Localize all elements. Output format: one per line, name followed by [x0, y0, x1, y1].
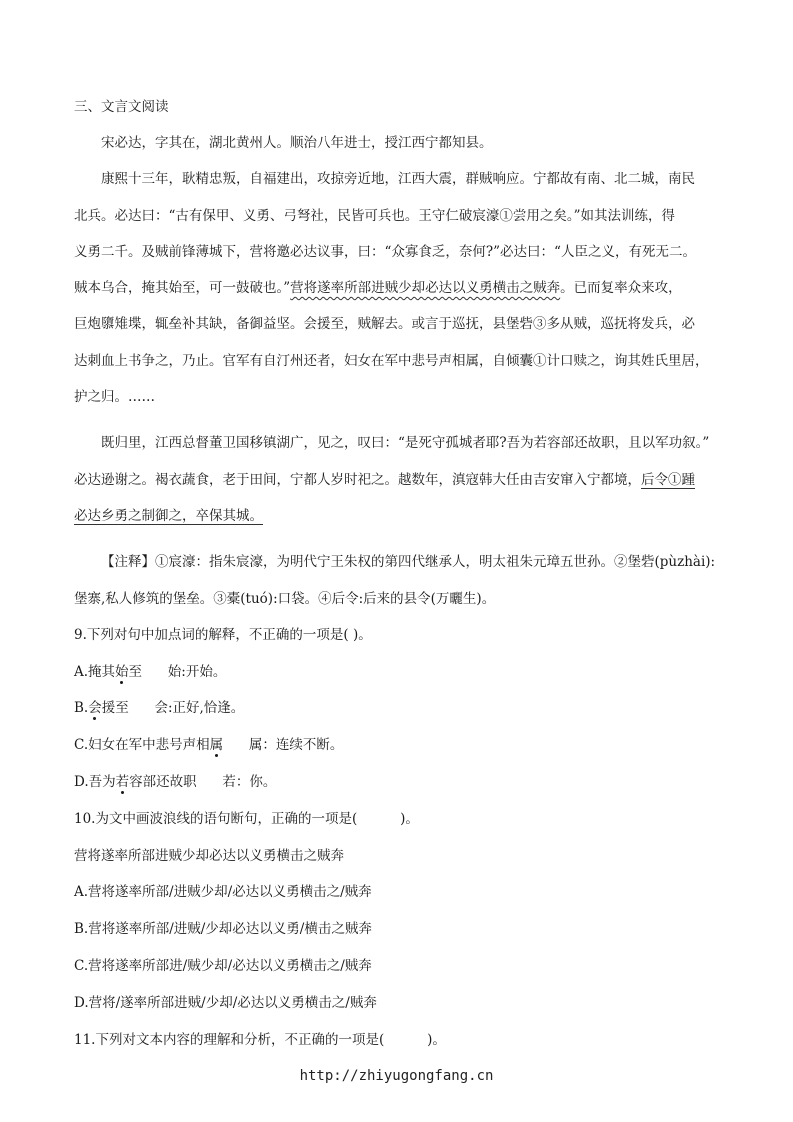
text-line: 义勇二千。及贼前锋薄城下，营将邀必达议事，曰：“众寡食乏，奈何?”必达曰：“人臣之义，有死无二。 — [74, 243, 696, 260]
option-c: C.营将遂率所部进/贼少却/必达以义勇横击之/贼奔 — [74, 958, 372, 975]
dotted-word: 始 — [115, 663, 129, 680]
text-line — [74, 270, 724, 306]
option-b — [74, 690, 724, 727]
option-text: 援至 会:正好,恰逢。 — [101, 700, 245, 717]
intro-paragraph: 宋必达，字其在，湖北黄州人。顺治八年进士，授江西宁都知县。 — [101, 135, 493, 151]
dotted-word: 若 — [115, 774, 130, 791]
underlined-sentence: 必达乡勇之制御之，卒保其城。 — [74, 507, 263, 524]
text-line: 既归里，江西总督董卫国移镇湖广，见之，叹曰：“是死守孤城者耶?吾为若容部还故职，且以军功叙。” — [101, 435, 710, 452]
option-text: A.掩其 — [74, 663, 116, 680]
annotation-notes — [74, 544, 724, 617]
option-d: D.营将/遂率所部进贼/少却/必达以义勇横击之/贼奔 — [74, 994, 377, 1011]
question-sentence: 营将遂率所部进贼少却必达以义勇横击之贼奔 — [74, 847, 344, 864]
dotted-word: 属 — [209, 737, 224, 754]
text-segment: 必达逊谢之。褐衣蔬食，老于田间，宁都人岁时祀之。越数年，滇寇韩大任由吉安窜入宁都境， — [74, 471, 641, 488]
dotted-word: 会 — [88, 700, 102, 717]
text-line — [74, 462, 724, 498]
text-line — [74, 498, 724, 534]
text-line: 达刺血上书争之，乃止。官军有自汀州还者，妇女在军中悲号声相属，自倾囊①计口赎之，询其姓氏里居， — [74, 352, 709, 369]
option-text: B. — [74, 700, 89, 717]
passage-paragraph-3 — [74, 425, 724, 534]
option-b: B.营将遂率所部/进贼/少却必达以义勇/横击之贼奔 — [74, 921, 372, 938]
text-line: 北兵。必达曰：“古有保甲、义勇、弓弩社，民皆可兵也。王守仁破宸濠①尝用之矣。”如其法训练，得 — [74, 207, 676, 224]
section-title: 三、文言文阅读 — [74, 99, 169, 115]
option-text: 至 始:开始。 — [128, 663, 227, 680]
text-segment: 。已而复率众来攻， — [560, 280, 682, 297]
footer-url: http://zhiyugongfang.cn — [299, 1068, 494, 1084]
option-a: A.营将遂率所部/进贼少却/必达以义勇横击之/贼奔 — [74, 884, 372, 901]
note-line: 【注释】①宸濠：指朱宸濠，为明代宁王朱权的第四代继承人，明太祖朱元璋五世孙。②堡砦(pùzhài): — [101, 554, 716, 571]
option-text: C.妇女在军中悲号声相 — [74, 737, 210, 754]
passage-paragraph-2 — [74, 161, 724, 415]
text-line: 巨炮隳雉堞，辄垒补其缺，备御益坚。会援至，贼解去。或言于巡抚，县堡砦③多从贼，巡抚将发兵，必 — [74, 316, 695, 333]
option-text: 属：连续不断。 — [223, 737, 344, 754]
document-page — [74, 92, 724, 1058]
option-d — [74, 764, 724, 801]
option-a — [74, 654, 724, 691]
question-stem: 9.下列对句中加点词的解释，不正确的一项是( )。 — [74, 626, 372, 643]
question-stem: 11.下列对文本内容的理解和分析，不正确的一项是( )。 — [74, 1031, 446, 1048]
text-line: 护之归。…… — [74, 389, 155, 406]
option-c — [74, 727, 724, 764]
wavy-underlined-sentence: 营将遂率所部进贼少却必达以义勇横击之贼奔 — [290, 280, 561, 297]
text-segment: 贼本乌合，掩其始至，可一鼓破也。” — [74, 280, 291, 297]
question-stem: 10.为文中画波浪线的语句断句，正确的一项是( )。 — [74, 810, 419, 827]
option-text: D.吾为 — [74, 774, 116, 791]
note-line: 堡寨,私人修筑的堡垒。③橐(tuó):口袋。④后令:后来的县令(万曬生)。 — [74, 590, 496, 607]
question-10 — [74, 801, 724, 1022]
text-line: 康熙十三年，耿精忠叛，自福建出，攻掠旁近地，江西大震，群贼响应。宁都故有南、北二城，南民 — [101, 171, 695, 188]
option-text: 容部还故职 若：你。 — [129, 774, 277, 791]
underlined-sentence: 后令①踵 — [641, 471, 695, 488]
question-11 — [74, 1022, 724, 1059]
question-9 — [74, 617, 724, 801]
